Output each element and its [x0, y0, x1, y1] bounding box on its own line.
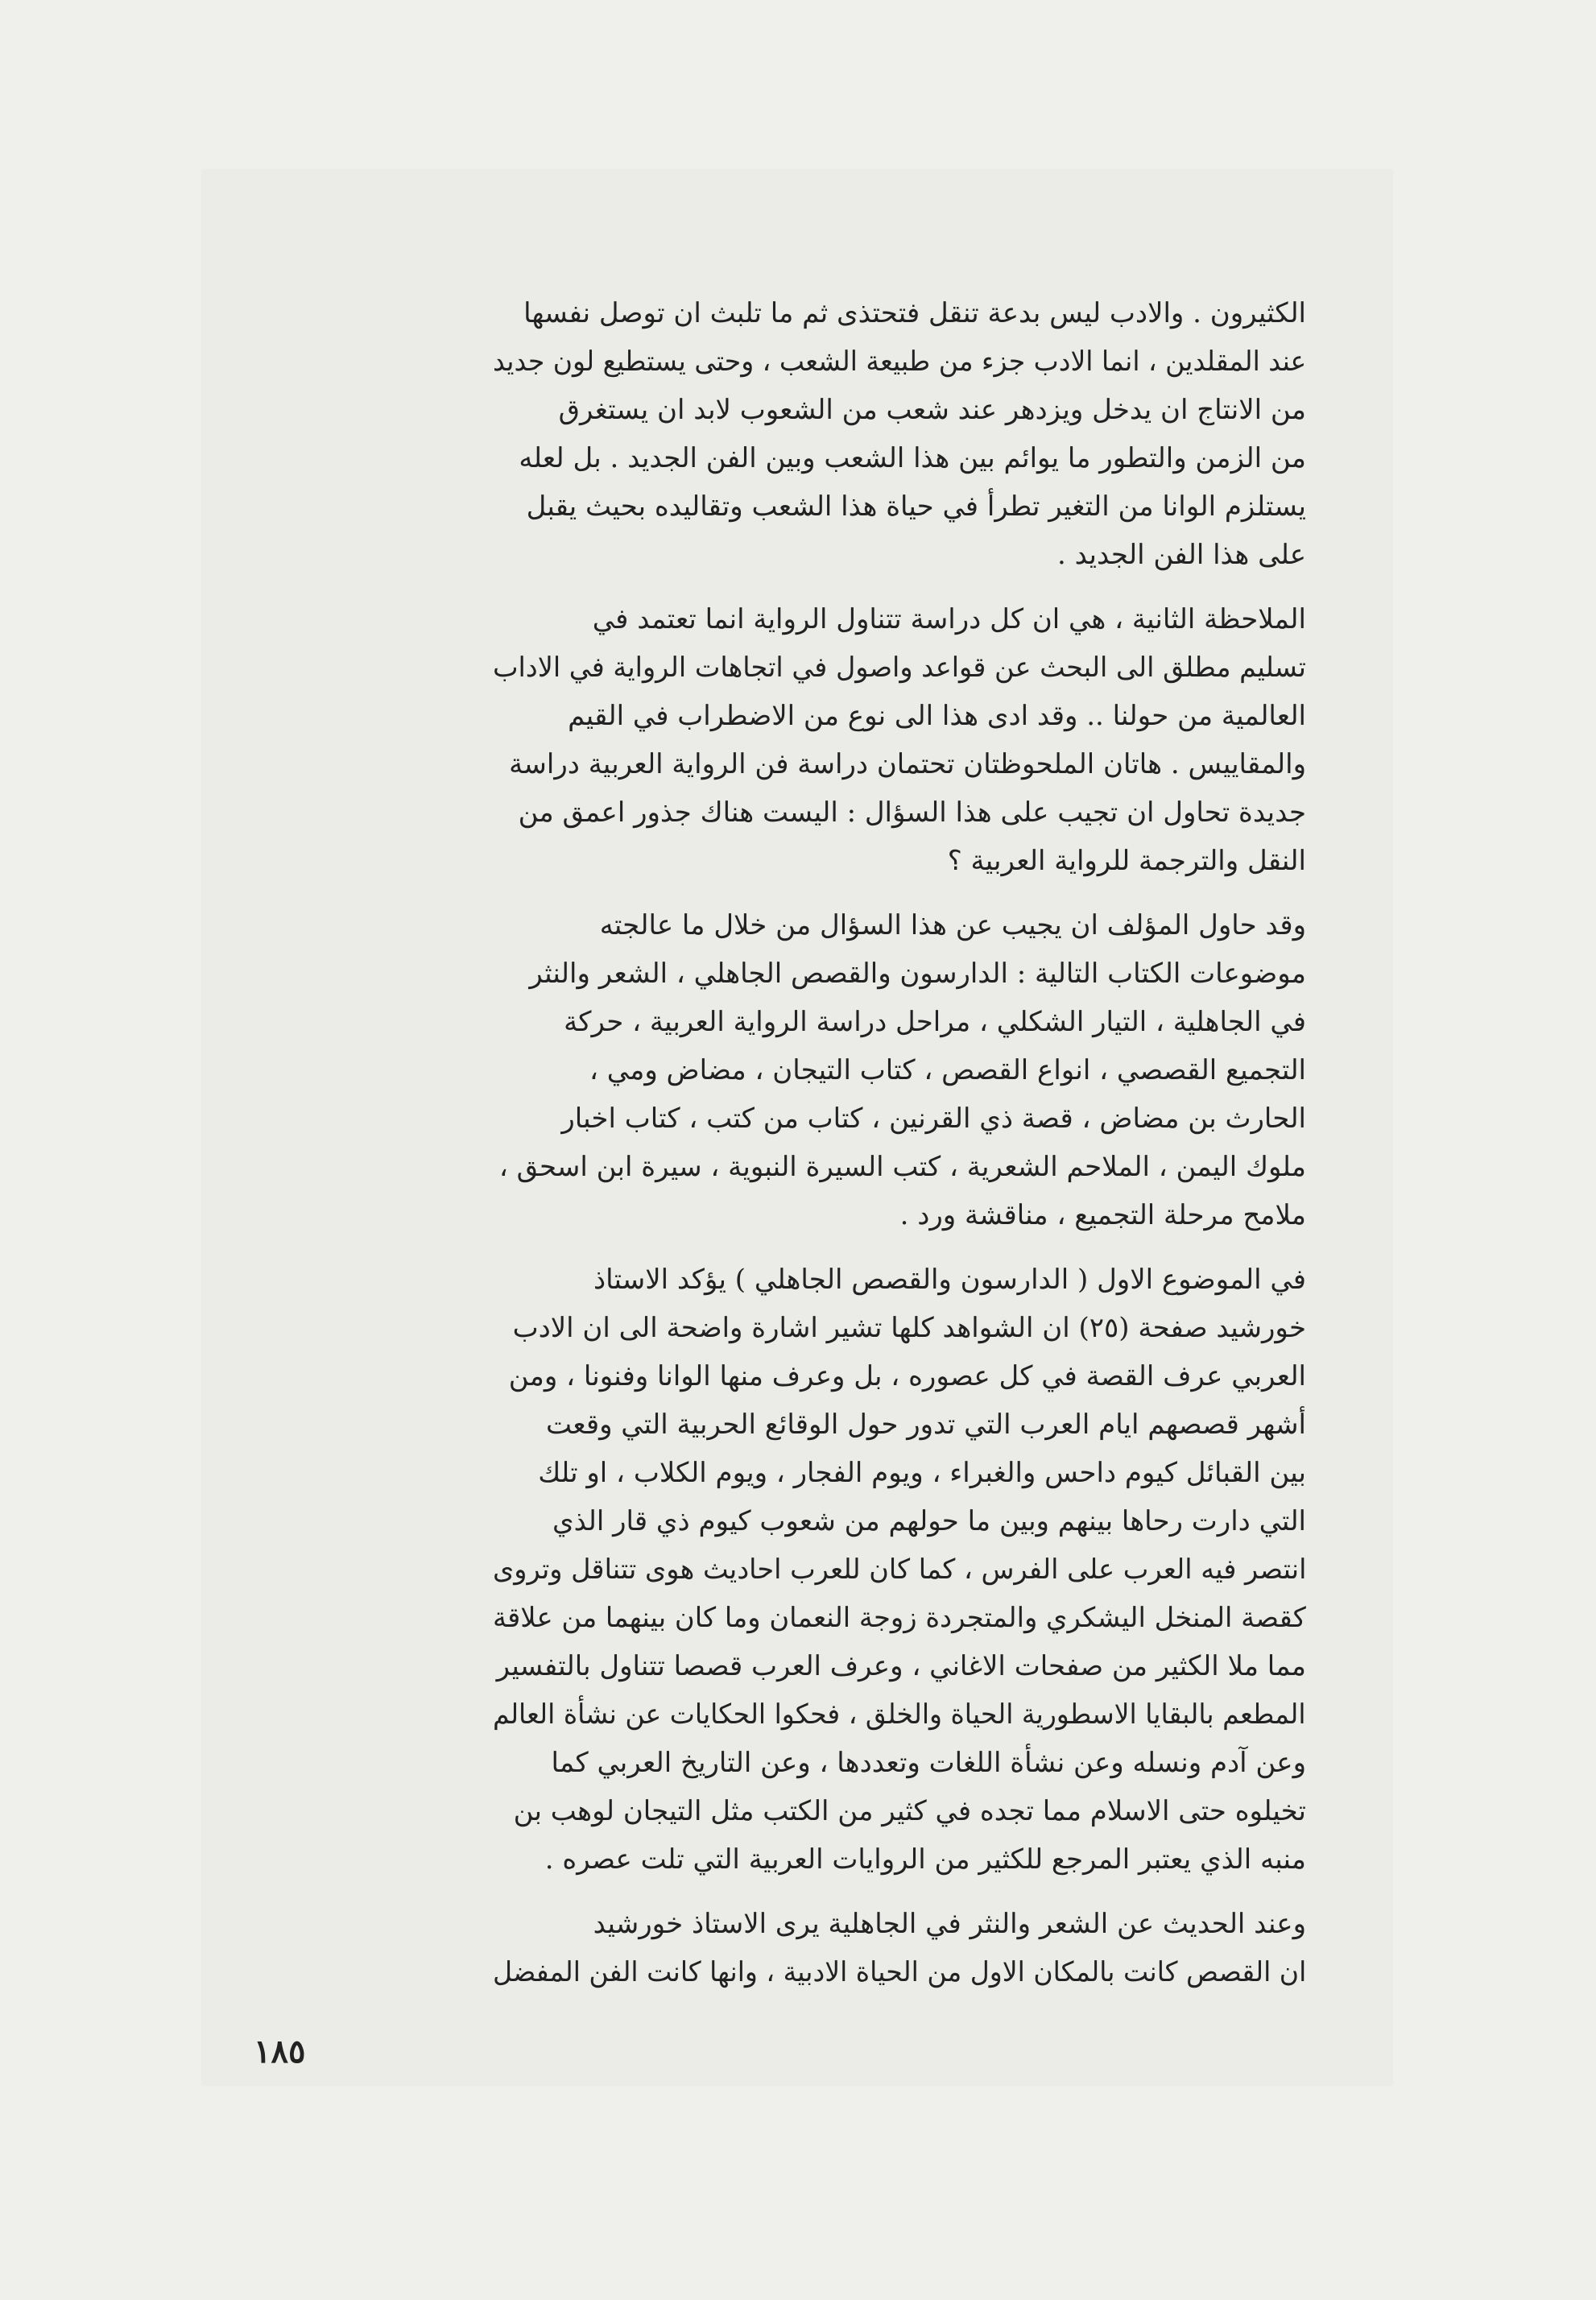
- text-line: الملاحظة الثانية ، هي ان كل دراسة تتناول الرواية انما تعتمد في: [592, 603, 1306, 635]
- page-number: ١٨٥: [254, 2033, 306, 2070]
- text-line: بين القبائل كيوم داحس والغبراء ، ويوم الفجار ، ويوم الكلاب ، او تلك: [538, 1457, 1306, 1489]
- text-line: ملامح مرحلة التجميع ، مناقشة ورد .: [899, 1199, 1306, 1231]
- text-line: ان القصص كانت بالمكان الاول من الحياة الادبية ، وانها كانت الفن المفضل: [492, 1956, 1306, 1988]
- text-line: منبه الذي يعتبر المرجع للكثير من الروايات العربية التي تلت عصره .: [544, 1843, 1306, 1876]
- text-line: ملوك اليمن ، الملاحم الشعرية ، كتب السيرة النبوية ، سيرة ابن اسحق ،: [498, 1151, 1306, 1183]
- text-line: من الانتاج ان يدخل ويزدهر عند شعب من الشعوب لابد ان يستغرق: [558, 394, 1306, 426]
- text-line: خورشيد صفحة (٢٥) ان الشواهد كلها تشير اشارة واضحة الى ان الادب: [512, 1312, 1306, 1344]
- text-line: التي دارت رحاها بينهم وبين ما حولهم من شعوب كيوم ذي قار الذي: [552, 1505, 1306, 1537]
- text-line: أشهر قصصهم ايام العرب التي تدور حول الوقائع الحربية التي وقعت: [546, 1409, 1306, 1441]
- text-line: وقد حاول المؤلف ان يجيب عن هذا السؤال من خلال ما عالجته: [599, 909, 1306, 941]
- text-line: النقل والترجمة للرواية العربية ؟: [947, 845, 1306, 877]
- text-line: الحارث بن مضاض ، قصة ذي القرنين ، كتاب من كتب ، كتاب اخبار: [561, 1102, 1306, 1135]
- text-line: موضوعات الكتاب التالية : الدارسون والقصص الجاهلي ، الشعر والنثر: [529, 958, 1306, 990]
- text-line: على هذا الفن الجديد .: [1057, 539, 1306, 571]
- text-line: يستلزم الوانا من التغير تطرأ في حياة هذا الشعب وتقاليده بحيث يقبل: [526, 490, 1306, 523]
- text-line: العالمية من حولنا .. وقد ادى هذا الى نوع من الاضطراب في القيم: [568, 700, 1306, 732]
- text-line: مما ملا الكثير من صفحات الاغاني ، وعرف العرب قصصا تتناول بالتفسير: [496, 1650, 1306, 1682]
- text-line: كقصة المنخل اليشكري والمتجردة زوجة النعمان وما كان بينهما من علاقة: [493, 1602, 1306, 1634]
- text-line: والمقاييس . هاتان الملحوظتان تحتمان دراسة فن الرواية العربية دراسة: [509, 748, 1306, 780]
- text-line: العربي عرف القصة في كل عصوره ، بل وعرف منها الوانا وفنونا ، ومن: [508, 1360, 1306, 1392]
- text-line: التجميع القصصي ، انواع القصص ، كتاب التيجان ، مضاض ومي ،: [589, 1054, 1306, 1086]
- text-line: وعن آدم ونسله وعن نشأة اللغات وتعددها ، وعن التاريخ العربي كما: [551, 1747, 1306, 1779]
- text-line: من الزمن والتطور ما يوائم بين هذا الشعب وبين الفن الجديد . بل لعله: [519, 442, 1306, 474]
- text-line: المطعم بالبقايا الاسطورية الحياة والخلق ، فحكوا الحكايات عن نشأة العالم: [493, 1698, 1306, 1731]
- text-line: عند المقلدين ، انما الادب جزء من طبيعة الشعب ، وحتى يستطيع لون جديد: [492, 345, 1306, 378]
- text-line: في الموضوع الاول ( الدارسون والقصص الجاهلي ) يؤكد الاستاذ: [593, 1264, 1306, 1296]
- text-line: في الجاهلية ، التيار الشكلي ، مراحل دراسة الرواية العربية ، حركة: [564, 1006, 1306, 1038]
- text-line: الكثيرون . والادب ليس بدعة تنقل فتحتذى ثم ما تلبث ان توصل نفسها: [523, 297, 1306, 329]
- text-line: وعند الحديث عن الشعر والنثر في الجاهلية يرى الاستاذ خورشيد: [593, 1908, 1306, 1940]
- text-line: انتصر فيه العرب على الفرس ، كما كان للعرب احاديث هوى تتناقل وتروى: [492, 1553, 1306, 1586]
- text-line: جديدة تحاول ان تجيب على هذا السؤال : اليست هناك جذور اعمق من: [518, 796, 1306, 829]
- text-line: تخيلوه حتى الاسلام مما تجده في كثير من الكتب مثل التيجان لوهب بن: [513, 1795, 1306, 1827]
- text-line: تسليم مطلق الى البحث عن قواعد واصول في اتجاهات الرواية في الاداب: [493, 652, 1306, 684]
